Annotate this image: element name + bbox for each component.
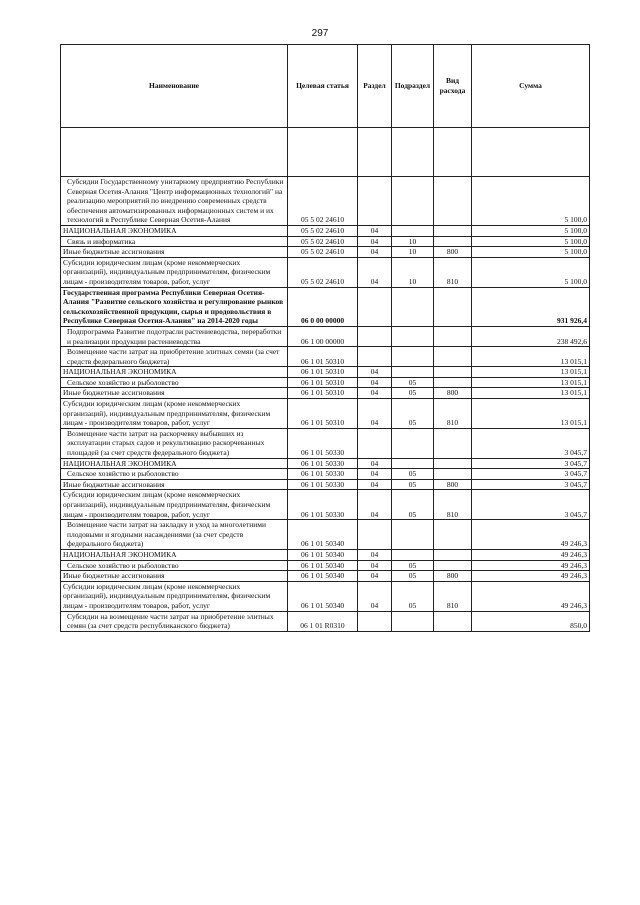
cell-section: [358, 611, 392, 631]
cell-target-code: 06 1 01 50340: [288, 520, 358, 550]
cell-section: [358, 520, 392, 550]
cell-sum: 3 045,7: [472, 490, 590, 520]
cell-sum: 13 015,1: [472, 347, 590, 367]
cell-expense-type: [434, 225, 472, 236]
cell-name: Иные бюджетные ассигнования: [61, 571, 288, 582]
cell-name: НАЦИОНАЛЬНАЯ ЭКОНОМИКА: [61, 367, 288, 378]
table-row: [61, 458, 590, 469]
cell-expense-type: 800: [434, 571, 472, 582]
cell-target-code: 06 1 01 50340: [288, 571, 358, 582]
cell-name: Возмещение части затрат на закладку и уход за многолетними плодовыми и ягодными насаждениями (за счет средств федерального бюджета): [61, 520, 288, 550]
cell-subsection: [392, 549, 434, 560]
cell-subsection: 05: [392, 469, 434, 480]
cell-name: Субсидии юридическим лицам (кроме некоммерческих организаций), индивидуальным предпринимателям, физическим лицам - производителям товаров, работ, услуг: [61, 581, 288, 611]
cell-subsection: 05: [392, 560, 434, 571]
cell-name: Иные бюджетные ассигнования: [61, 479, 288, 490]
cell-name: Сельское хозяйство и рыболовство: [61, 560, 288, 571]
table-row: [61, 388, 590, 399]
table-body: [61, 128, 590, 632]
cell-sum: 49 246,3: [472, 549, 590, 560]
header-sum: Сумма: [472, 45, 590, 128]
cell-section: 04: [358, 479, 392, 490]
cell-sum: 49 246,3: [472, 581, 590, 611]
cell-sum: 3 045,7: [472, 458, 590, 469]
table-row: [61, 469, 590, 480]
cell-expense-type: 800: [434, 247, 472, 258]
cell-section: 04: [358, 225, 392, 236]
header-expense-type: Вид расхода: [434, 45, 472, 128]
cell-name: Государственная программа Республики Северная Осетия-Алания "Развитие сельского хозяйства и регулирование рынков сельскохозяйственной продукции, сырья и продовольствия в Республике Северная Осетия-Алания" на 2014-2020 годы: [61, 287, 288, 326]
cell-expense-type: [434, 549, 472, 560]
cell-name: Субсидии юридическим лицам (кроме некоммерческих организаций), индивидуальным предпринимателям, физическим лицам - производителям товаров, работ, услуг: [61, 257, 288, 287]
table-row: [61, 581, 590, 611]
cell-sum: 49 246,3: [472, 560, 590, 571]
cell-subsection: 05: [392, 479, 434, 490]
cell-target-code: 06 1 01 50310: [288, 367, 358, 378]
cell-expense-type: [434, 367, 472, 378]
cell-subsection: 05: [392, 377, 434, 388]
cell-target-code: 06 1 01 50340: [288, 549, 358, 560]
cell-target-code: 06 1 01 50330: [288, 469, 358, 480]
cell-section: 04: [358, 236, 392, 247]
cell-name: Возмещение части затрат на приобретение элитных семян (за счет средств федерального бюджета): [61, 347, 288, 367]
table-row: [61, 490, 590, 520]
cell-expense-type: [434, 347, 472, 367]
cell-section: 04: [358, 399, 392, 429]
cell-section: 04: [358, 581, 392, 611]
cell-expense-type: [434, 428, 472, 458]
cell-section: 04: [358, 469, 392, 480]
cell-sum: 3 045,7: [472, 469, 590, 480]
cell-expense-type: [434, 287, 472, 326]
cell-name: Иные бюджетные ассигнования: [61, 247, 288, 258]
cell-sum: 13 015,1: [472, 388, 590, 399]
table-row: [61, 560, 590, 571]
table-spacer-row: [61, 128, 590, 177]
cell-target-code: 06 1 00 00000: [288, 326, 358, 346]
table-row: [61, 236, 590, 247]
cell-expense-type: 800: [434, 479, 472, 490]
cell-name: Сельское хозяйство и рыболовство: [61, 469, 288, 480]
cell-name: НАЦИОНАЛЬНАЯ ЭКОНОМИКА: [61, 549, 288, 560]
cell-expense-type: 810: [434, 581, 472, 611]
header-name: Наименование: [61, 45, 288, 128]
table-row: [61, 367, 590, 378]
cell-section: 04: [358, 257, 392, 287]
table-row: [61, 257, 590, 287]
cell-target-code: 06 1 01 50310: [288, 388, 358, 399]
table-row: [61, 571, 590, 582]
cell-sum: 5 100,0: [472, 257, 590, 287]
table-row: [61, 549, 590, 560]
table-row: [61, 287, 590, 326]
cell-subsection: 10: [392, 236, 434, 247]
cell-subsection: [392, 177, 434, 226]
cell-section: 04: [358, 571, 392, 582]
cell-subsection: 05: [392, 581, 434, 611]
cell-expense-type: 810: [434, 399, 472, 429]
cell-target-code: 05 5 02 24610: [288, 257, 358, 287]
cell-target-code: 06 1 01 50340: [288, 560, 358, 571]
cell-subsection: [392, 287, 434, 326]
header-subsection: Подраздел: [392, 45, 434, 128]
page-number: 297: [311, 28, 329, 39]
cell-sum: 931 926,4: [472, 287, 590, 326]
cell-name: Связь и информатика: [61, 236, 288, 247]
header-code: Целевая статья: [288, 45, 358, 128]
table-row: [61, 399, 590, 429]
cell-sum: 3 045,7: [472, 428, 590, 458]
table-row: [61, 428, 590, 458]
cell-subsection: [392, 225, 434, 236]
cell-expense-type: 810: [434, 257, 472, 287]
cell-name: Возмещение части затрат на раскорчевку выбывших из эксплуатации старых садов и рекультивацию раскорчеванных площадей (за счет средств федерального бюджета): [61, 428, 288, 458]
table-row: [61, 247, 590, 258]
cell-sum: 13 015,1: [472, 399, 590, 429]
cell-subsection: [392, 326, 434, 346]
cell-subsection: 10: [392, 257, 434, 287]
cell-name: Субсидии Государственному унитарному предприятию Республики Северная Осетия-Алания "Центр информационных технологий" на реализацию мероприятий по внедрению современных средств обеспечения автоматизированных информационных систем и их технологий в Республике Северная Осетия-Алания: [61, 177, 288, 226]
cell-subsection: [392, 367, 434, 378]
cell-subsection: 05: [392, 399, 434, 429]
cell-section: 04: [358, 367, 392, 378]
cell-sum: 5 100,0: [472, 236, 590, 247]
cell-sum: 49 246,3: [472, 571, 590, 582]
cell-expense-type: [434, 377, 472, 388]
cell-target-code: 06 1 01 R0310: [288, 611, 358, 631]
cell-target-code: 05 5 02 24610: [288, 177, 358, 226]
cell-section: 04: [358, 247, 392, 258]
table-row: [61, 479, 590, 490]
cell-subsection: [392, 347, 434, 367]
table-row: [61, 177, 590, 226]
cell-section: 04: [358, 458, 392, 469]
cell-sum: 5 100,0: [472, 225, 590, 236]
cell-name: Субсидии на возмещение части затрат на приобретение элитных семян (за счет средств республиканского бюджета): [61, 611, 288, 631]
cell-target-code: 06 1 01 50310: [288, 399, 358, 429]
cell-sum: 13 015,1: [472, 367, 590, 378]
cell-section: [358, 177, 392, 226]
cell-section: [358, 326, 392, 346]
cell-target-code: 06 1 01 50310: [288, 347, 358, 367]
cell-subsection: 10: [392, 247, 434, 258]
cell-name: Субсидии юридическим лицам (кроме некоммерческих организаций), индивидуальным предпринимателям, физическим лицам - производителям товаров, работ, услуг: [61, 490, 288, 520]
cell-expense-type: 810: [434, 490, 472, 520]
header-section: Раздел: [358, 45, 392, 128]
cell-section: [358, 287, 392, 326]
table-row: [61, 225, 590, 236]
cell-subsection: [392, 428, 434, 458]
table-row: [61, 377, 590, 388]
budget-table: [60, 44, 590, 632]
cell-sum: 3 045,7: [472, 479, 590, 490]
cell-target-code: 05 5 02 24610: [288, 236, 358, 247]
cell-subsection: 05: [392, 388, 434, 399]
cell-expense-type: [434, 458, 472, 469]
cell-target-code: 06 1 01 50340: [288, 581, 358, 611]
cell-expense-type: [434, 611, 472, 631]
cell-section: 04: [358, 490, 392, 520]
cell-subsection: [392, 458, 434, 469]
cell-section: 04: [358, 377, 392, 388]
cell-name: Сельское хозяйство и рыболовство: [61, 377, 288, 388]
table-row: [61, 520, 590, 550]
cell-name: Субсидии юридическим лицам (кроме некоммерческих организаций), индивидуальным предпринимателям, физическим лицам - производителям товаров, работ, услуг: [61, 399, 288, 429]
cell-name: Подпрограмма Развитие подотрасли растениеводства, переработки и реализации продукции растениеводства: [61, 326, 288, 346]
cell-target-code: 05 5 02 24610: [288, 247, 358, 258]
cell-sum: 13 015,1: [472, 377, 590, 388]
cell-target-code: 06 1 01 50330: [288, 479, 358, 490]
cell-section: 04: [358, 549, 392, 560]
cell-expense-type: 800: [434, 388, 472, 399]
cell-expense-type: [434, 326, 472, 346]
cell-subsection: 05: [392, 490, 434, 520]
cell-sum: 850,0: [472, 611, 590, 631]
table-header: [61, 45, 590, 128]
cell-section: [358, 347, 392, 367]
cell-sum: 49 246,3: [472, 520, 590, 550]
cell-expense-type: [434, 520, 472, 550]
cell-name: НАЦИОНАЛЬНАЯ ЭКОНОМИКА: [61, 225, 288, 236]
cell-section: [358, 428, 392, 458]
cell-target-code: 06 0 00 00000: [288, 287, 358, 326]
cell-sum: 5 100,0: [472, 247, 590, 258]
cell-target-code: 06 1 01 50330: [288, 428, 358, 458]
cell-section: 04: [358, 560, 392, 571]
cell-name: НАЦИОНАЛЬНАЯ ЭКОНОМИКА: [61, 458, 288, 469]
cell-name: Иные бюджетные ассигнования: [61, 388, 288, 399]
cell-subsection: [392, 611, 434, 631]
cell-target-code: 06 1 01 50330: [288, 490, 358, 520]
cell-target-code: 06 1 01 50310: [288, 377, 358, 388]
table-row: [61, 611, 590, 631]
cell-section: 04: [358, 388, 392, 399]
cell-target-code: 05 5 02 24610: [288, 225, 358, 236]
cell-sum: 5 100,0: [472, 177, 590, 226]
cell-sum: 238 492,6: [472, 326, 590, 346]
table-row: [61, 347, 590, 367]
table-row: [61, 326, 590, 346]
cell-expense-type: [434, 177, 472, 226]
cell-expense-type: [434, 236, 472, 247]
cell-subsection: 05: [392, 571, 434, 582]
cell-subsection: [392, 520, 434, 550]
cell-expense-type: [434, 560, 472, 571]
cell-expense-type: [434, 469, 472, 480]
cell-target-code: 06 1 01 50330: [288, 458, 358, 469]
